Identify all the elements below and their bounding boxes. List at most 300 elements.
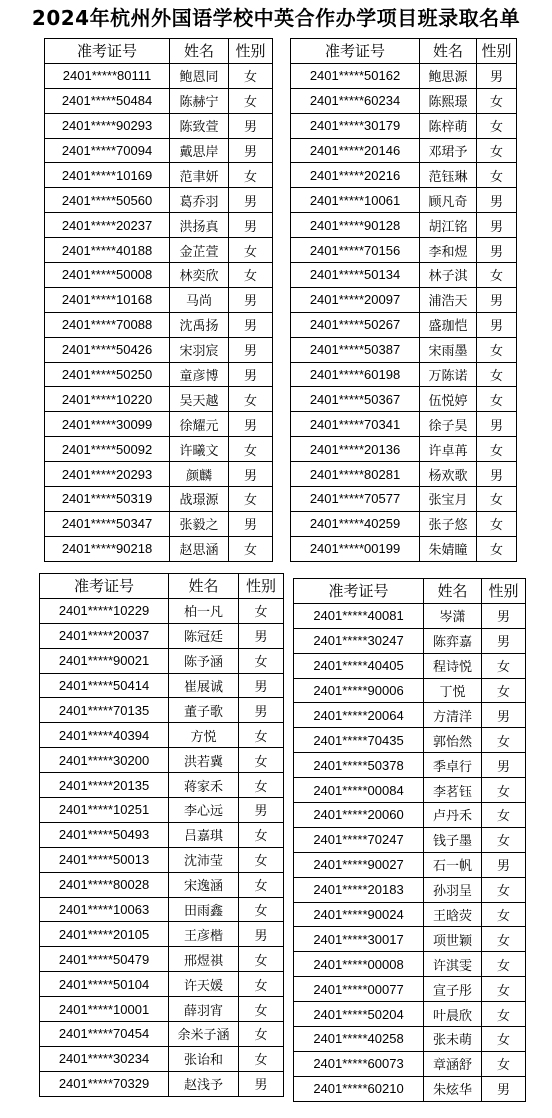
table-row: [291, 263, 517, 288]
cell-name: 伍悦婷: [420, 387, 477, 412]
cell-gender: 男: [477, 312, 517, 337]
cell-exam-id: 2401*****20135: [40, 773, 169, 798]
cell-name: 方清洋: [424, 703, 482, 728]
admission-table-3: [39, 573, 284, 1097]
cell-name: 薛羽宵: [169, 997, 239, 1022]
cell-exam-id: 2401*****80028: [40, 872, 169, 897]
cell-name: 王彦楷: [169, 922, 239, 947]
cell-gender: 女: [482, 653, 526, 678]
cell-gender: 男: [229, 188, 273, 213]
cell-name: 项世颖: [424, 927, 482, 952]
cell-gender: 男: [229, 287, 273, 312]
table-row: [294, 877, 526, 902]
cell-exam-id: 2401*****50134: [291, 263, 420, 288]
cell-gender: 男: [477, 213, 517, 238]
cell-exam-id: 2401*****10220: [45, 387, 170, 412]
cell-exam-id: 2401*****20183: [294, 877, 424, 902]
table-row: [294, 1002, 526, 1027]
cell-name: 陈致萱: [170, 113, 229, 138]
cell-name: 陈梓萌: [420, 113, 477, 138]
cell-name: 章涵舒: [424, 1051, 482, 1076]
cell-gender: 女: [477, 487, 517, 512]
cell-gender: 男: [477, 287, 517, 312]
admission-table-1: [44, 38, 273, 562]
cell-exam-id: 2401*****90293: [45, 113, 170, 138]
cell-name: 张宝月: [420, 487, 477, 512]
table-row: [291, 487, 517, 512]
cell-gender: 男: [482, 703, 526, 728]
cell-exam-id: 2401*****50267: [291, 312, 420, 337]
table-row: [45, 511, 273, 536]
cell-name: 柏一凡: [169, 598, 239, 623]
table-row: [294, 678, 526, 703]
cell-exam-id: 2401*****10168: [45, 287, 170, 312]
cell-gender: 女: [482, 1051, 526, 1076]
table-row: [45, 188, 273, 213]
cell-gender: 男: [229, 412, 273, 437]
cell-gender: 女: [239, 598, 284, 623]
table-row: [291, 312, 517, 337]
table-row: [45, 238, 273, 263]
cell-gender: 女: [239, 972, 284, 997]
cell-exam-id: 2401*****50560: [45, 188, 170, 213]
cell-exam-id: 2401*****80281: [291, 462, 420, 487]
cell-name: 崔展诚: [169, 673, 239, 698]
table-row: [291, 437, 517, 462]
cell-name: 陈赫宁: [170, 88, 229, 113]
cell-gender: 女: [482, 952, 526, 977]
cell-gender: 女: [477, 511, 517, 536]
cell-gender: 女: [477, 113, 517, 138]
table-row: [40, 822, 284, 847]
cell-name: 宋逸涵: [169, 872, 239, 897]
table-row: [291, 188, 517, 213]
cell-gender: 女: [239, 847, 284, 872]
cell-gender: 男: [229, 138, 273, 163]
cell-exam-id: 2401*****90218: [45, 536, 170, 561]
table-row: [294, 827, 526, 852]
cell-name: 张子悠: [420, 511, 477, 536]
cell-gender: 男: [229, 511, 273, 536]
table-header-row: [45, 39, 273, 64]
table-row: [294, 902, 526, 927]
cell-name: 季卓行: [424, 753, 482, 778]
cell-exam-id: 2401*****70088: [45, 312, 170, 337]
cell-name: 赵浅予: [169, 1071, 239, 1096]
cell-name: 卢丹禾: [424, 803, 482, 828]
cell-name: 许天媛: [169, 972, 239, 997]
cell-gender: 女: [239, 872, 284, 897]
table-row: [40, 947, 284, 972]
cell-name: 蒋家禾: [169, 773, 239, 798]
cell-exam-id: 2401*****10229: [40, 598, 169, 623]
cell-exam-id: 2401*****50162: [291, 63, 420, 88]
cell-gender: 女: [229, 238, 273, 263]
cell-gender: 女: [482, 977, 526, 1002]
table-row: [40, 1071, 284, 1096]
table-row: [45, 138, 273, 163]
cell-name: 孙羽呈: [424, 877, 482, 902]
cell-exam-id: 2401*****10251: [40, 798, 169, 823]
cell-gender: 女: [482, 678, 526, 703]
cell-name: 许卓苒: [420, 437, 477, 462]
cell-exam-id: 2401*****70435: [294, 728, 424, 753]
cell-exam-id: 2401*****90021: [40, 648, 169, 673]
table-row: [294, 628, 526, 653]
cell-gender: 女: [482, 803, 526, 828]
cell-gender: 女: [239, 773, 284, 798]
cell-exam-id: 2401*****10061: [291, 188, 420, 213]
cell-exam-id: 2401*****70247: [294, 827, 424, 852]
table-row: [45, 287, 273, 312]
cell-exam-id: 2401*****90027: [294, 852, 424, 877]
cell-name: 鲍思源: [420, 63, 477, 88]
table-row: [45, 263, 273, 288]
cell-name: 陈弈嘉: [424, 628, 482, 653]
table-row: [40, 847, 284, 872]
table-row: [294, 1027, 526, 1052]
table-row: [291, 163, 517, 188]
table-row: [45, 213, 273, 238]
cell-name: 张未萌: [424, 1027, 482, 1052]
cell-name: 丁悦: [424, 678, 482, 703]
table-row: [45, 536, 273, 561]
table-row: [40, 922, 284, 947]
cell-gender: 女: [229, 63, 273, 88]
cell-exam-id: 2401*****10169: [45, 163, 170, 188]
cell-exam-id: 2401*****50387: [291, 337, 420, 362]
cell-exam-id: 2401*****40259: [291, 511, 420, 536]
table-row: [40, 773, 284, 798]
table-row: [291, 138, 517, 163]
cell-gender: 女: [239, 897, 284, 922]
cell-gender: 男: [477, 238, 517, 263]
cell-gender: 女: [482, 1027, 526, 1052]
table-row: [294, 778, 526, 803]
cell-gender: 女: [477, 362, 517, 387]
cell-gender: 女: [229, 387, 273, 412]
cell-gender: 男: [477, 412, 517, 437]
cell-gender: 男: [477, 188, 517, 213]
cell-name: 杨欢歌: [420, 462, 477, 487]
table-row: [291, 287, 517, 312]
cell-exam-id: 2401*****90128: [291, 213, 420, 238]
cell-name: 方悦: [169, 723, 239, 748]
cell-exam-id: 2401*****50204: [294, 1002, 424, 1027]
cell-exam-id: 2401*****20064: [294, 703, 424, 728]
table-row: [45, 63, 273, 88]
cell-gender: 女: [477, 163, 517, 188]
cell-name: 金芷萱: [170, 238, 229, 263]
cell-exam-id: 2401*****50479: [40, 947, 169, 972]
header-exam-id: 准考证号: [294, 579, 424, 604]
header-gender: 性别: [239, 574, 284, 599]
cell-name: 浦浩天: [420, 287, 477, 312]
table-row: [294, 603, 526, 628]
table-row: [45, 337, 273, 362]
cell-name: 宣子彤: [424, 977, 482, 1002]
cell-gender: 女: [477, 138, 517, 163]
cell-exam-id: 2401*****10063: [40, 897, 169, 922]
cell-gender: 女: [477, 387, 517, 412]
cell-gender: 男: [229, 213, 273, 238]
cell-exam-id: 2401*****90006: [294, 678, 424, 703]
cell-name: 林子淇: [420, 263, 477, 288]
cell-gender: 男: [229, 113, 273, 138]
table-row: [291, 362, 517, 387]
table-row: [291, 462, 517, 487]
table-row: [45, 412, 273, 437]
cell-name: 岑潇: [424, 603, 482, 628]
cell-exam-id: 2401*****20216: [291, 163, 420, 188]
table-row: [40, 1046, 284, 1071]
table-row: [291, 511, 517, 536]
cell-exam-id: 2401*****40188: [45, 238, 170, 263]
header-gender: 性别: [229, 39, 273, 64]
table-row: [45, 113, 273, 138]
cell-gender: 男: [239, 623, 284, 648]
cell-name: 宋羽宸: [170, 337, 229, 362]
table-row: [294, 977, 526, 1002]
cell-gender: 女: [477, 263, 517, 288]
cell-gender: 女: [482, 728, 526, 753]
cell-name: 徐耀元: [170, 412, 229, 437]
cell-exam-id: 2401*****50367: [291, 387, 420, 412]
table-row: [294, 927, 526, 952]
cell-exam-id: 2401*****30017: [294, 927, 424, 952]
cell-gender: 女: [482, 877, 526, 902]
table-row: [45, 487, 273, 512]
cell-exam-id: 2401*****70341: [291, 412, 420, 437]
cell-exam-id: 2401*****60073: [294, 1051, 424, 1076]
cell-name: 范钰琳: [420, 163, 477, 188]
header-gender: 性别: [477, 39, 517, 64]
header-exam-id: 准考证号: [40, 574, 169, 599]
cell-gender: 女: [482, 1002, 526, 1027]
cell-gender: 女: [239, 822, 284, 847]
cell-name: 戴思岸: [170, 138, 229, 163]
cell-gender: 男: [229, 362, 273, 387]
cell-name: 童彦博: [170, 362, 229, 387]
table-row: [45, 362, 273, 387]
cell-gender: 男: [239, 673, 284, 698]
cell-gender: 女: [229, 88, 273, 113]
cell-name: 朱炫华: [424, 1076, 482, 1101]
table-row: [294, 952, 526, 977]
cell-exam-id: 2401*****30247: [294, 628, 424, 653]
cell-gender: 男: [229, 337, 273, 362]
cell-name: 林奕欣: [170, 263, 229, 288]
cell-name: 鲍恩同: [170, 63, 229, 88]
cell-gender: 女: [239, 1046, 284, 1071]
cell-gender: 女: [477, 88, 517, 113]
cell-name: 叶晨欣: [424, 1002, 482, 1027]
cell-name: 颜麟: [170, 462, 229, 487]
cell-gender: 男: [239, 1071, 284, 1096]
cell-exam-id: 2401*****60198: [291, 362, 420, 387]
table-row: [294, 1076, 526, 1101]
table-row: [294, 1051, 526, 1076]
cell-exam-id: 2401*****50378: [294, 753, 424, 778]
cell-exam-id: 2401*****30099: [45, 412, 170, 437]
table-row: [45, 437, 273, 462]
cell-gender: 女: [239, 997, 284, 1022]
table-row: [40, 623, 284, 648]
cell-name: 郭怡然: [424, 728, 482, 753]
header-exam-id: 准考证号: [291, 39, 420, 64]
table-row: [40, 723, 284, 748]
cell-gender: 男: [477, 63, 517, 88]
table-row: [294, 803, 526, 828]
cell-gender: 女: [229, 437, 273, 462]
cell-name: 战璟源: [170, 487, 229, 512]
table-row: [294, 703, 526, 728]
cell-exam-id: 2401*****50426: [45, 337, 170, 362]
table-row: [294, 653, 526, 678]
cell-exam-id: 2401*****60234: [291, 88, 420, 113]
table-row: [45, 88, 273, 113]
cell-gender: 女: [229, 263, 273, 288]
table-row: [40, 798, 284, 823]
cell-name: 陈予涵: [169, 648, 239, 673]
cell-name: 陈熙璟: [420, 88, 477, 113]
cell-exam-id: 2401*****20237: [45, 213, 170, 238]
cell-exam-id: 2401*****80111: [45, 63, 170, 88]
cell-name: 万陈诺: [420, 362, 477, 387]
cell-name: 葛乔羽: [170, 188, 229, 213]
cell-exam-id: 2401*****50008: [45, 263, 170, 288]
table-row: [40, 897, 284, 922]
cell-exam-id: 2401*****50347: [45, 511, 170, 536]
cell-exam-id: 2401*****50319: [45, 487, 170, 512]
cell-exam-id: 2401*****40258: [294, 1027, 424, 1052]
cell-gender: 男: [482, 753, 526, 778]
cell-name: 沈禹扬: [170, 312, 229, 337]
table-row: [40, 872, 284, 897]
header-name: 姓名: [424, 579, 482, 604]
admission-table-2: [290, 38, 517, 562]
cell-exam-id: 2401*****20293: [45, 462, 170, 487]
table-row: [40, 972, 284, 997]
cell-gender: 女: [239, 723, 284, 748]
cell-name: 李茗钰: [424, 778, 482, 803]
cell-name: 马尚: [170, 287, 229, 312]
cell-exam-id: 2401*****50013: [40, 847, 169, 872]
cell-gender: 女: [229, 163, 273, 188]
cell-exam-id: 2401*****00084: [294, 778, 424, 803]
cell-exam-id: 2401*****40394: [40, 723, 169, 748]
cell-name: 胡江铭: [420, 213, 477, 238]
table-row: [45, 312, 273, 337]
cell-name: 张诒和: [169, 1046, 239, 1071]
cell-gender: 女: [239, 648, 284, 673]
cell-exam-id: 2401*****10001: [40, 997, 169, 1022]
cell-name: 洪若冀: [169, 748, 239, 773]
cell-gender: 女: [477, 437, 517, 462]
cell-gender: 男: [239, 698, 284, 723]
cell-gender: 女: [477, 337, 517, 362]
cell-exam-id: 2401*****30234: [40, 1046, 169, 1071]
cell-exam-id: 2401*****20097: [291, 287, 420, 312]
table-row: [294, 753, 526, 778]
table-header-row: [40, 574, 284, 599]
table-row: [291, 387, 517, 412]
table-row: [40, 673, 284, 698]
cell-exam-id: 2401*****70156: [291, 238, 420, 263]
cell-gender: 女: [482, 902, 526, 927]
cell-gender: 女: [482, 778, 526, 803]
cell-exam-id: 2401*****50484: [45, 88, 170, 113]
cell-gender: 男: [239, 798, 284, 823]
table-header-row: [294, 579, 526, 604]
cell-exam-id: 2401*****30179: [291, 113, 420, 138]
cell-gender: 女: [239, 748, 284, 773]
cell-exam-id: 2401*****70329: [40, 1071, 169, 1096]
cell-gender: 男: [477, 462, 517, 487]
cell-name: 顾凡奇: [420, 188, 477, 213]
admission-table-4: [293, 578, 526, 1102]
cell-gender: 女: [239, 1022, 284, 1047]
table-row: [40, 698, 284, 723]
cell-exam-id: 2401*****00077: [294, 977, 424, 1002]
cell-name: 吕嘉琪: [169, 822, 239, 847]
cell-exam-id: 2401*****40405: [294, 653, 424, 678]
cell-name: 徐子昊: [420, 412, 477, 437]
table-row: [291, 88, 517, 113]
cell-exam-id: 2401*****90024: [294, 902, 424, 927]
cell-gender: 男: [482, 603, 526, 628]
cell-name: 余米子涵: [169, 1022, 239, 1047]
cell-name: 邓珺予: [420, 138, 477, 163]
cell-gender: 女: [482, 927, 526, 952]
cell-name: 王晗荧: [424, 902, 482, 927]
cell-name: 陈冠廷: [169, 623, 239, 648]
cell-name: 范聿妍: [170, 163, 229, 188]
cell-exam-id: 2401*****20105: [40, 922, 169, 947]
cell-name: 宋雨墨: [420, 337, 477, 362]
table-row: [45, 462, 273, 487]
cell-gender: 男: [482, 1076, 526, 1101]
cell-name: 钱子墨: [424, 827, 482, 852]
table-row: [291, 337, 517, 362]
cell-exam-id: 2401*****70135: [40, 698, 169, 723]
table-row: [294, 728, 526, 753]
cell-gender: 男: [239, 922, 284, 947]
cell-exam-id: 2401*****70454: [40, 1022, 169, 1047]
table-row: [40, 648, 284, 673]
header-name: 姓名: [420, 39, 477, 64]
cell-exam-id: 2401*****00008: [294, 952, 424, 977]
cell-name: 张毅之: [170, 511, 229, 536]
header-exam-id: 准考证号: [45, 39, 170, 64]
table-row: [291, 113, 517, 138]
cell-gender: 女: [229, 536, 273, 561]
cell-exam-id: 2401*****20136: [291, 437, 420, 462]
cell-name: 董子歌: [169, 698, 239, 723]
cell-gender: 女: [477, 536, 517, 561]
cell-exam-id: 2401*****40081: [294, 603, 424, 628]
table-row: [291, 536, 517, 561]
cell-gender: 男: [482, 628, 526, 653]
cell-name: 吴天越: [170, 387, 229, 412]
cell-gender: 男: [229, 462, 273, 487]
cell-exam-id: 2401*****50250: [45, 362, 170, 387]
table-row: [40, 748, 284, 773]
cell-gender: 女: [229, 487, 273, 512]
cell-name: 洪扬真: [170, 213, 229, 238]
cell-exam-id: 2401*****70094: [45, 138, 170, 163]
table-row: [40, 1022, 284, 1047]
